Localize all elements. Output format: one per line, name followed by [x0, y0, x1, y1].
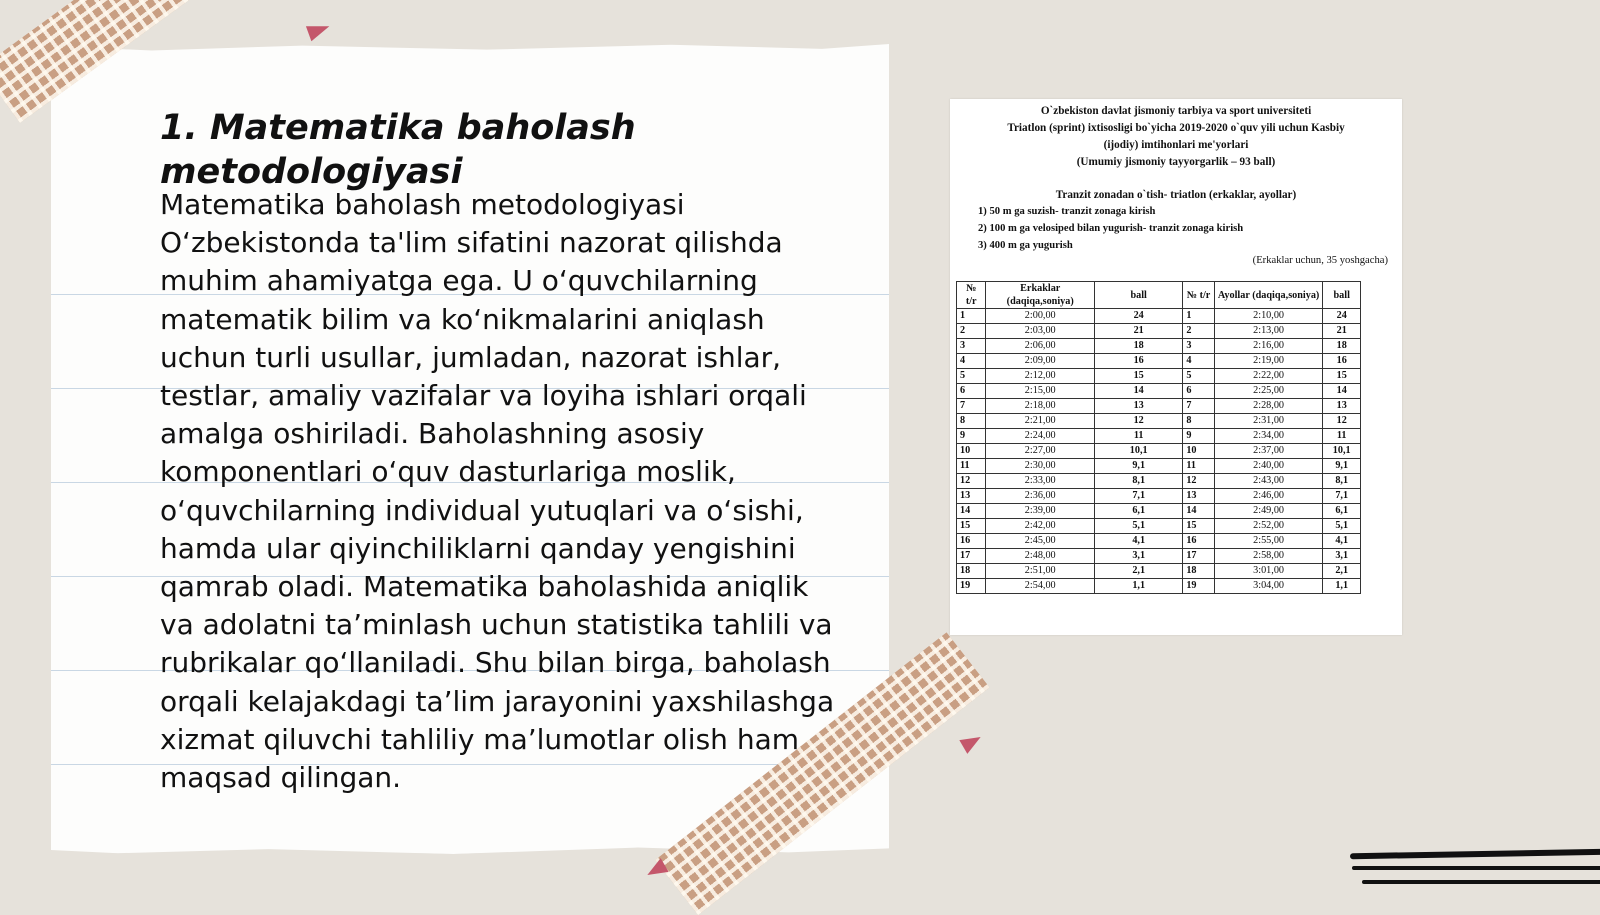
table-cell: 2:36,00: [986, 489, 1095, 504]
table-cell: 12: [957, 474, 986, 489]
document-note: (Erkaklar uchun, 35 yoshgacha): [1252, 255, 1388, 266]
table-row: [957, 444, 1361, 459]
table-cell: 14: [957, 504, 986, 519]
table-cell: 2: [1183, 324, 1214, 339]
table-cell: 24: [1095, 309, 1183, 324]
table-cell: 12: [1183, 474, 1214, 489]
table-cell: 1: [957, 309, 986, 324]
table-cell: 2:58,00: [1214, 549, 1323, 564]
table-cell: 2:25,00: [1214, 384, 1323, 399]
table-cell: 11: [957, 459, 986, 474]
table-cell: 6,1: [1323, 504, 1361, 519]
document-step: 3) 400 m ga yugurish: [978, 240, 1073, 251]
table-cell: 7: [1183, 399, 1214, 414]
table-row: [957, 489, 1361, 504]
table-cell: 14: [1183, 504, 1214, 519]
table-cell: 2:06,00: [986, 339, 1095, 354]
table-row: [957, 534, 1361, 549]
table-cell: 2:45,00: [986, 534, 1095, 549]
table-row: [957, 384, 1361, 399]
table-cell: 2:10,00: [1214, 309, 1323, 324]
table-cell: 11: [1095, 429, 1183, 444]
table-cell: 18: [1323, 339, 1361, 354]
table-cell: 3: [957, 339, 986, 354]
scanned-document: [950, 99, 1402, 635]
table-row: [957, 549, 1361, 564]
table-cell: 4,1: [1323, 534, 1361, 549]
table-cell: 2:15,00: [986, 384, 1095, 399]
table-cell: 2:43,00: [1214, 474, 1323, 489]
table-cell: 18: [957, 564, 986, 579]
decorative-line: [1362, 880, 1600, 884]
table-cell: 5,1: [1323, 519, 1361, 534]
table-cell: 8: [1183, 414, 1214, 429]
table-cell: 3: [1183, 339, 1214, 354]
table-cell: 2:49,00: [1214, 504, 1323, 519]
table-cell: 12: [1095, 414, 1183, 429]
header-num2: № t/r: [1183, 282, 1214, 309]
table-cell: 11: [1323, 429, 1361, 444]
table-cell: 2:34,00: [1214, 429, 1323, 444]
table-cell: 15: [957, 519, 986, 534]
table-cell: 13: [1095, 399, 1183, 414]
table-cell: 7,1: [1095, 489, 1183, 504]
table-cell: 1: [1183, 309, 1214, 324]
table-cell: 12: [1323, 414, 1361, 429]
table-row: [957, 354, 1361, 369]
table-cell: 2:03,00: [986, 324, 1095, 339]
table-cell: 2:48,00: [986, 549, 1095, 564]
table-row: [957, 369, 1361, 384]
document-header-line: (ijodiy) imtihonlari me'yorlari: [1103, 139, 1249, 151]
table-cell: 2:30,00: [986, 459, 1095, 474]
table-row: [957, 414, 1361, 429]
table-cell: 21: [1323, 324, 1361, 339]
table-body: [957, 309, 1361, 594]
table-cell: 13: [1183, 489, 1214, 504]
table-cell: 2:42,00: [986, 519, 1095, 534]
table-cell: 2:54,00: [986, 579, 1095, 594]
table-cell: 2:21,00: [986, 414, 1095, 429]
table-cell: 9,1: [1323, 459, 1361, 474]
document-header-line: Triatlon (sprint) ixtisosligi bo`yicha 2019-2020 o`quv yili uchun Kasbiy: [1007, 122, 1345, 134]
table-cell: 2:00,00: [986, 309, 1095, 324]
table-cell: 8: [957, 414, 986, 429]
table-header-row: [957, 282, 1361, 309]
table-cell: 2:55,00: [1214, 534, 1323, 549]
slide-title: 1. Matematika baholash metodologiyasi: [160, 108, 636, 192]
decorative-line: [1350, 849, 1600, 860]
table-cell: 2:33,00: [986, 474, 1095, 489]
table-cell: 16: [1095, 354, 1183, 369]
table-cell: 2:37,00: [1214, 444, 1323, 459]
table-cell: 1,1: [1323, 579, 1361, 594]
norms-table: [956, 281, 1361, 594]
document-steps: [978, 203, 1243, 254]
table-cell: 2:51,00: [986, 564, 1095, 579]
table-cell: 2,1: [1095, 564, 1183, 579]
table-cell: 6,1: [1095, 504, 1183, 519]
table-cell: 2:40,00: [1214, 459, 1323, 474]
table-cell: 3:04,00: [1214, 579, 1323, 594]
table-cell: 17: [1183, 549, 1214, 564]
table-cell: 7: [957, 399, 986, 414]
tape-tip-icon: [306, 19, 332, 42]
table-cell: 5,1: [1095, 519, 1183, 534]
table-cell: 2:18,00: [986, 399, 1095, 414]
table-cell: 3,1: [1323, 549, 1361, 564]
table-cell: 4,1: [1095, 534, 1183, 549]
table-cell: 9: [957, 429, 986, 444]
table-cell: 9,1: [1095, 459, 1183, 474]
table-cell: 2:12,00: [986, 369, 1095, 384]
table-cell: 2:16,00: [1214, 339, 1323, 354]
table-row: [957, 564, 1361, 579]
table-cell: 15: [1323, 369, 1361, 384]
header-ball: ball: [1095, 282, 1183, 309]
table-cell: 2:39,00: [986, 504, 1095, 519]
table-cell: 21: [1095, 324, 1183, 339]
table-row: [957, 399, 1361, 414]
table-cell: 16: [957, 534, 986, 549]
table-cell: 4: [1183, 354, 1214, 369]
header-men: Erkaklar (daqiqa,soniya): [986, 282, 1095, 309]
document-header-line: O`zbekiston davlat jismoniy tarbiya va sport universiteti: [1040, 105, 1312, 117]
table-cell: 8,1: [1095, 474, 1183, 489]
table-cell: 11: [1183, 459, 1214, 474]
header-women: Ayollar (daqiqa,soniya): [1214, 282, 1323, 309]
table-cell: 10,1: [1323, 444, 1361, 459]
table-cell: 2,1: [1323, 564, 1361, 579]
table-cell: 2:27,00: [986, 444, 1095, 459]
table-cell: 9: [1183, 429, 1214, 444]
slide-body-text: Matematika baholash metodologiyasi O‘zbekistonda ta'lim sifatini nazorat qilishda muhim ahamiyatga ega. U o‘quvchilarning matematik bilim va ko‘nikmalarini aniqlash uchun turli usullar, jumladan, nazorat ishlar, testlar, amaliy vazifalar va loyiha ishlari orqali amalga oshiriladi. Baholashning asosiy komponentlari o‘quv dasturlariga moslik, o‘quvchilarning individual yutuqlari va o‘sishi, hamda ular qiyinchiliklarni qanday yengishini qamrab oladi. Matematika baholashida aniqlik va adolatni ta’minlash uchun statistika tahlili va rubrikalar qo‘llaniladi. Shu bilan birga, baholash orqali kelajakdagi ta’lim jarayonini yaxshilashga xizmat qiluvchi tahliliy ma’lumotlar olish ham maqsad qilingan.: [160, 188, 835, 795]
table-cell: 8,1: [1323, 474, 1361, 489]
table-cell: 6: [957, 384, 986, 399]
table-cell: 15: [1183, 519, 1214, 534]
table-cell: 10,1: [1095, 444, 1183, 459]
table-cell: 13: [957, 489, 986, 504]
table-cell: 14: [1323, 384, 1361, 399]
header-ball2: ball: [1323, 282, 1361, 309]
table-cell: 10: [957, 444, 986, 459]
table-row: [957, 429, 1361, 444]
table-row: [957, 459, 1361, 474]
table-cell: 18: [1183, 564, 1214, 579]
header-num: № t/r: [957, 282, 986, 309]
table-cell: 16: [1323, 354, 1361, 369]
table-cell: 2:28,00: [1214, 399, 1323, 414]
table-cell: 19: [1183, 579, 1214, 594]
table-row: [957, 504, 1361, 519]
table-row: [957, 579, 1361, 594]
document-header-line: (Umumiy jismoniy tayyorgarlik – 93 ball): [1076, 156, 1276, 168]
table-cell: 19: [957, 579, 986, 594]
table-row: [957, 309, 1361, 324]
table-cell: 18: [1095, 339, 1183, 354]
table-cell: 5: [957, 369, 986, 384]
table-cell: 2:09,00: [986, 354, 1095, 369]
table-cell: 5: [1183, 369, 1214, 384]
table-cell: 1,1: [1095, 579, 1183, 594]
table-cell: 6: [1183, 384, 1214, 399]
table-cell: 3,1: [1095, 549, 1183, 564]
tape-tip-icon: [959, 730, 984, 754]
document-section-title: Tranzit zonadan o`tish- triatlon (erkaklar, ayollar): [1055, 189, 1297, 201]
table-cell: 24: [1323, 309, 1361, 324]
table-cell: 16: [1183, 534, 1214, 549]
table-cell: 2:22,00: [1214, 369, 1323, 384]
table-cell: 10: [1183, 444, 1214, 459]
document-step: 1) 50 m ga suzish- tranzit zonaga kirish: [978, 206, 1156, 217]
table-cell: 13: [1323, 399, 1361, 414]
table-row: [957, 474, 1361, 489]
table-cell: 2:13,00: [1214, 324, 1323, 339]
decorative-line: [1352, 866, 1600, 870]
table-cell: 7,1: [1323, 489, 1361, 504]
table-row: [957, 519, 1361, 534]
table-cell: 14: [1095, 384, 1183, 399]
table-cell: 4: [957, 354, 986, 369]
table-cell: 2:52,00: [1214, 519, 1323, 534]
table-cell: 3:01,00: [1214, 564, 1323, 579]
table-row: [957, 324, 1361, 339]
table-cell: 2:31,00: [1214, 414, 1323, 429]
table-cell: 2:19,00: [1214, 354, 1323, 369]
table-cell: 17: [957, 549, 986, 564]
table-cell: 15: [1095, 369, 1183, 384]
document-step: 2) 100 m ga velosiped bilan yugurish- tranzit zonaga kirish: [978, 223, 1244, 234]
table-cell: 2:24,00: [986, 429, 1095, 444]
table-row: [957, 339, 1361, 354]
table-cell: 2:46,00: [1214, 489, 1323, 504]
table-cell: 2: [957, 324, 986, 339]
